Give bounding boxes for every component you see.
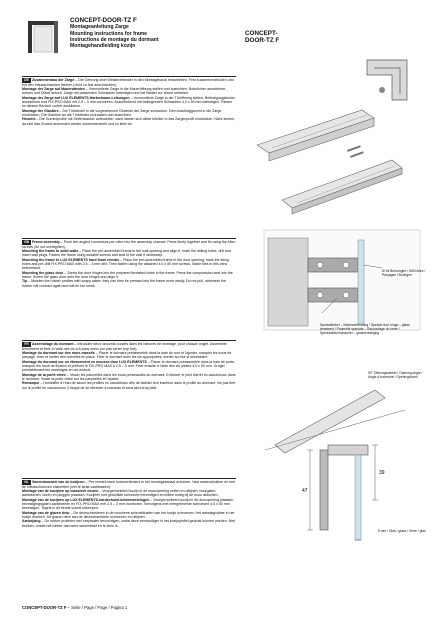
section-nl-text: NL Samenbouwen van de kozijnen – Per verstek twee hoekverbinders in het montagekanaal schuiven. Vast samendrukken en met de inbusschroeven vastzetten (niet te strak vastdraaien). Montage van de kozijnen op massieve muren – Voorgemonteerd kozijn in de muuropening zetten en uitlijnen, boorgaten aantekenen, boren en pluggen plaatsen. Kozijnen met geschikte schroeven bevestigen en indien nodig bij de muur afdichten. Montage van de kozijnen op LUX ELEMENTS-hardschuim-binnenwelvingen – Voorgemonteerd kozijn in de deuropening plaatsen, bevestigingsgaten aantekenen en FIX-PRO MAX met 2,5 – 3 mm voorboren. Vervolgens met meegeleverde schroeven 4,0 x 50 mm bevestigen. Tegels in dit bereik vooraf uitkeepen. Montage van de glazen deur – De deurscharnieren in de voorziene schroefdraden van het kozijn schroeven. Het aanslagrubber in het kozijn drukken. De glazen deur aan de deurscharnieren schroeven en uitlijnen. Aanwijzing – De rubber profielen met zeepwater bevochtigen, zodat deze eenvoudiger in het kozijnprofiel gedrukt kunnen worden. Niet trekken, omdat het rubber dan weer samentrekt en te klein is. [22,480,236,528]
section-gb [22,238,236,288]
special-hinge-caption: Spezialkleber – Klebeverbindung / Special door hinge – glass treatment / Paumelle spéciale – Raccordage du verre / Speciaaldeurscharnier – glasbevestiging [320,323,410,335]
flag-de: DE [22,78,31,83]
frame-section-illustration [255,350,420,550]
frame-product-image [24,18,62,54]
flag-nl: NL [22,480,31,485]
footer-page-label: – Seite / Page / Page / Pagina 1 [66,605,128,610]
header-title: CONCEPT-DOOR-TZ F [70,17,137,24]
section-de-text: DE Zusammenbau der Zarge – Die Gehrung zwei Winkelverbinder in den Montagekanal einschieben. Fest zusammendrücken und mit den Inbusschrauben fixieren (nicht zu fest anschrauben). Montage der Zarge auf Mauerwänden – Vormontierte Zarge in die Maueröffnung stellen und ausrichten, Bohrlöcher anzeichnen, bohren und Dübel setzen. Zarge mit passenden Schrauben befestigen und bei Bedarf zur Wand verkeilen. Montage der Zarge auf LUX ELEMENTS-Hartschaum-Leibungen – Vormontierte Zarge in der Türöffnung stellen, Befestigungslöcher anzeichnen und FIX-PRO MAX mit 2,5 – 3 mm vorbohren. Anschließend mit beiliegenden Schrauben 4,0 x 50 mm befestigen. Fliesen im diesem Bereich vorher ausklinken. Montage der Glastüre – Die Türbänder in die vorgesehenen Gewinde der Zarge schrauben. Den Anschlaggummi in die Zarge eindrücken. Die Glastüre an die Türbänder schrauben und ausrichten. Hinweis – Die Gummiprofile mit Seifenwasser anfeuchten, dann lassen sich diese leichter in das Zargenprofil eindrücken. Nicht ziehen, da sich das Gummi ansonsten wieder zusammenzieht und zu klein ist. [22,78,236,126]
frame-profile-illustration [252,50,422,220]
dimension-47-label: 47 [302,488,308,494]
header-subtitle-nl: Montagehandleiding kozijn [70,43,136,50]
right-column-title: CONCEPT- DOOR-TZ F [245,30,280,45]
section-fr [22,340,236,390]
footer [22,605,127,610]
flag-fr: FR [22,342,31,347]
header-subtitle-fr: Instructions de montage du dormant [70,36,159,43]
section-gb-text: GB Frame assembly – Push two angled connectors per mitre into the assembly channel. Press firmly together and fix using the Allen screws (do not overtighten). Mounting the frame to solid walls – Place the pre-assembled frame in the wall opening and align it, mark the drilling holes, drill and insert wall plugs. Fasten the frame using suitable screws and seal to the wall if necessary. Mounting the frame to LUX ELEMENTS hard foam reveals – Place the pre-assembled frame in the door opening, mark the fixing holes and pre-drill FIX-PRO MAX with 2.5 – 3 mm drill. Then fasten using the attached 4.0 x 50 mm screws. Notch tiles in this area beforehand. Mounting the glass door – Screw the door hinges into the prepared threaded holes in the frame. Press the compression seal into the frame. Screw the glass door onto the door hinges and align it. Tip – Moisten the rubber profiles with soapy water; they can then be pressed into the frame more easily. Do not pull, otherwise the rubber will contract again and will be too small. [22,240,236,288]
section-fr-text: FR Assemblage du dormant – Introduire deux raccords coudés dans les rainures de montage, pour chaque onglet. Assembler fermement et fixer à l'aide des vis à 6 pans creux (ne pas serrer trop fort). Montage du dormant sur des murs massifs – Placer le dormant préassemblé dans la baie du mur et l'ajuster, marquer les trous de perçage, forer et mettre des chevilles en place. Fixer le dormant avec les vis appropriées, sceller au mur si nécessaire. Montage du dormant sur un ébrasement en mousse dure LUX ELEMENTS – Placer le dormant préassemblé dans la baie de porte, marquer les trous de fixation et préforer le FIX-PRO MAX à 2,5 – 3 mm. Fixer ensuite à l'aide des vis jointes 4,0 x 50 mm. Gruger préalablement les carrelages en cet endroit. Montage de la porte vitrée – Visser les paumelles dans les trous prétaraudés du dormant. Enfoncer le joint d'arrêt en caoutchouc dans le dormant. Visser la porte vitrée sur les paumelles et l'ajuster. Remarque – Humidifier à l'eau de savon les profilés en caoutchouc afin de faciliter leur insertion dans le profilé du dormant. Ne pas tirer sur le profilé en caoutchouc, il risque de se rétracter à nouveau et sera alors trop petit. [22,342,236,390]
header-subtitle-de: Montageanleitung Zarge [70,24,129,31]
section-nl [22,478,236,528]
header-subtitle-en: Mounting instructions for frame [70,30,147,37]
glass-thickness-caption: 8 mm / Glas / glass / Verre / glas [378,529,426,533]
drill-holes-caption: Ø 16 Bohrungen / Drill holes / Perçages / Boringen [382,269,426,277]
hinge-detail-illustration [262,228,422,336]
dimension-39-label: 39 [379,470,385,476]
header-title-block [70,17,230,49]
section-de [22,76,236,126]
flag-gb: GB [22,240,31,245]
footer-title: CONCEPT-DOOR-TZ F [22,605,67,610]
opening-angle-caption: 90° Öffnungswinkel / Opening angle / Angle d'ouverture / Openingshoek [368,371,423,379]
